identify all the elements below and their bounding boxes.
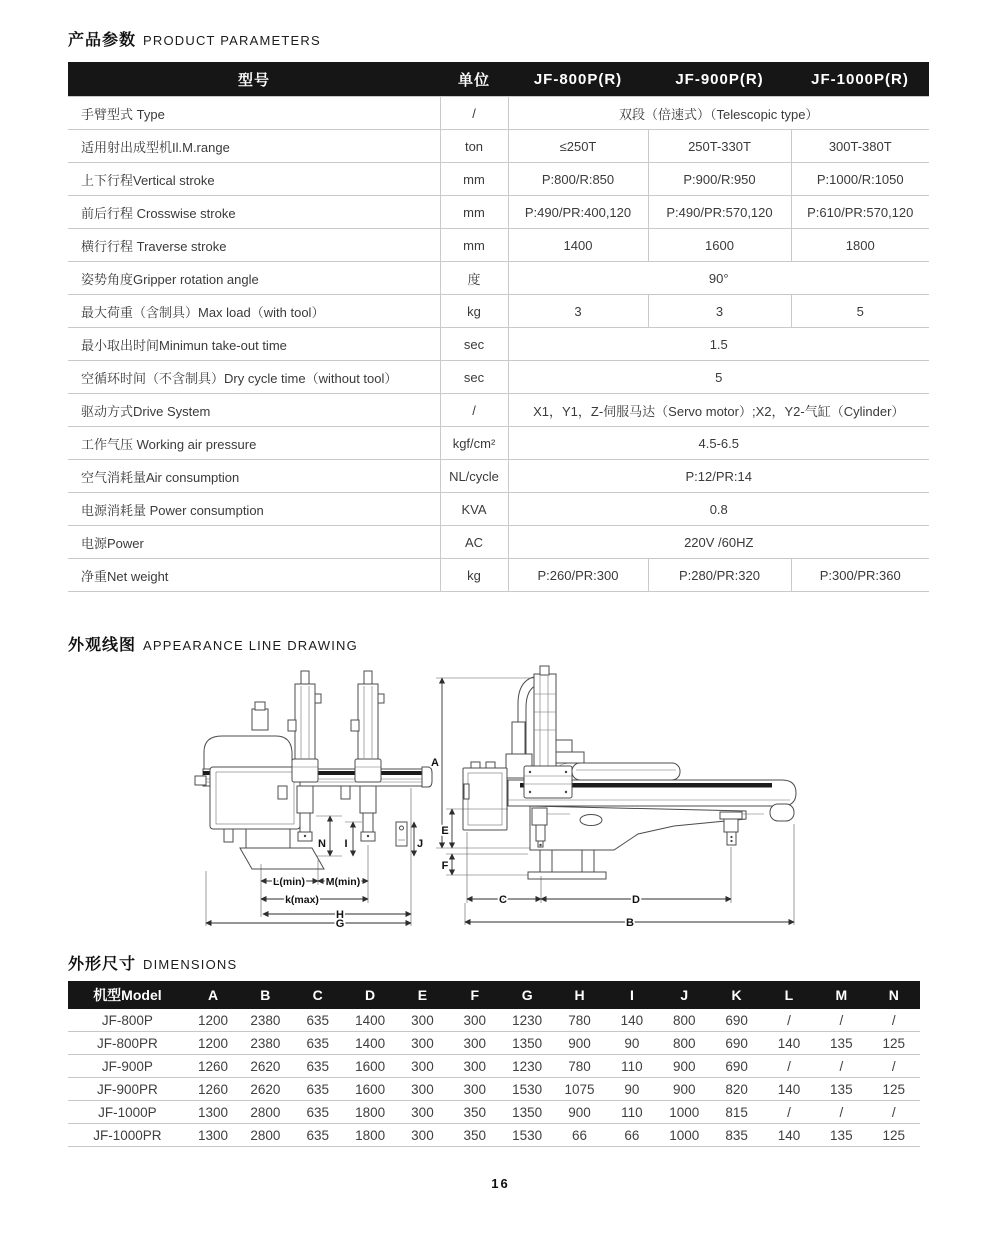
product-parameters-table xyxy=(68,62,929,592)
dims-value-cell: / xyxy=(815,1101,867,1124)
dims-value-cell: 1800 xyxy=(344,1101,396,1124)
dims-header-cell: G xyxy=(501,981,553,1009)
param-value: 5 xyxy=(791,295,929,328)
dims-value-cell: 125 xyxy=(868,1124,921,1147)
drawing-section-title xyxy=(68,632,358,655)
param-value: 3 xyxy=(508,295,648,328)
dims-value-cell: 1600 xyxy=(344,1055,396,1078)
dims-value-cell: 350 xyxy=(449,1124,501,1147)
dims-value-cell: 1075 xyxy=(553,1078,605,1101)
params-header-jf1000: JF-1000P(R) xyxy=(791,62,929,97)
dims-value-cell: 780 xyxy=(553,1055,605,1078)
param-label: 姿势角度Gripper rotation angle xyxy=(68,262,440,295)
dims-value-cell: 1230 xyxy=(501,1055,553,1078)
dims-value-cell: 1530 xyxy=(501,1124,553,1147)
dims-value-cell: 2620 xyxy=(239,1078,291,1101)
dims-value-cell: 1230 xyxy=(501,1009,553,1032)
dims-value-cell: / xyxy=(815,1055,867,1078)
dim-label-Mmin: M(min) xyxy=(325,876,361,888)
dims-value-cell: 140 xyxy=(606,1009,658,1032)
dims-value-cell: 300 xyxy=(449,1055,501,1078)
dims-value-cell: 635 xyxy=(292,1009,344,1032)
param-value: P:490/PR:570,120 xyxy=(648,196,791,229)
dims-header-cell: M xyxy=(815,981,867,1009)
dim-label-C: C xyxy=(499,894,507,906)
dims-value-cell: 135 xyxy=(815,1124,867,1147)
param-value: P:280/PR:320 xyxy=(648,559,791,592)
dims-value-cell: 66 xyxy=(553,1124,605,1147)
dims-value-cell: 135 xyxy=(815,1032,867,1055)
param-unit: ton xyxy=(440,130,508,163)
dims-header-cell: E xyxy=(396,981,448,1009)
param-label: 上下行程Vertical stroke xyxy=(68,163,440,196)
param-label: 电源Power xyxy=(68,526,440,559)
dim-label-F: F xyxy=(441,860,449,872)
param-row xyxy=(68,196,929,229)
param-value-merged: 220V /60HZ xyxy=(508,526,929,559)
dims-value-cell: 135 xyxy=(815,1078,867,1101)
dims-row xyxy=(68,1124,920,1147)
param-value-merged: 4.5-6.5 xyxy=(508,427,929,460)
dims-header-cell: A xyxy=(187,981,239,1009)
side-view-drawing xyxy=(431,666,796,929)
params-header-jf800: JF-800P(R) xyxy=(508,62,648,97)
dim-label-A: A xyxy=(431,757,439,769)
dim-label-B: B xyxy=(626,917,634,929)
params-header-model: 型号 xyxy=(68,62,440,97)
dims-model-cell: JF-800P xyxy=(68,1009,187,1032)
dims-value-cell: 2380 xyxy=(239,1032,291,1055)
param-unit: / xyxy=(440,97,508,130)
dims-value-cell: 1200 xyxy=(187,1009,239,1032)
dims-model-cell: JF-1000P xyxy=(68,1101,187,1124)
param-unit: KVA xyxy=(440,493,508,526)
dims-row xyxy=(68,1032,920,1055)
dims-value-cell: 300 xyxy=(396,1009,448,1032)
dims-value-cell: 90 xyxy=(606,1078,658,1101)
front-view-drawing xyxy=(195,671,432,930)
dims-header-cell: K xyxy=(710,981,762,1009)
dims-header-cell: H xyxy=(553,981,605,1009)
dim-label-H: H xyxy=(336,909,344,921)
dimensions-title-zh: 外形尺寸 xyxy=(68,956,137,973)
dimensions-title-en: DIMENSIONS xyxy=(143,957,238,972)
param-value: 1800 xyxy=(791,229,929,262)
dims-value-cell: 350 xyxy=(449,1101,501,1124)
dims-value-cell: 1800 xyxy=(344,1124,396,1147)
dims-value-cell: 125 xyxy=(868,1078,921,1101)
dims-header-cell: B xyxy=(239,981,291,1009)
param-label: 净重Net weight xyxy=(68,559,440,592)
param-value-merged: P:12/PR:14 xyxy=(508,460,929,493)
param-row xyxy=(68,295,929,328)
dims-value-cell: 900 xyxy=(553,1032,605,1055)
dims-header-cell: I xyxy=(606,981,658,1009)
param-row xyxy=(68,130,929,163)
param-value-merged: 双段（倍速式）（Telescopic type） xyxy=(508,97,929,130)
dims-value-cell: / xyxy=(868,1009,921,1032)
param-value: P:490/PR:400,120 xyxy=(508,196,648,229)
dims-value-cell: 1400 xyxy=(344,1009,396,1032)
param-value: P:800/R:850 xyxy=(508,163,648,196)
dims-header-cell: C xyxy=(292,981,344,1009)
dims-value-cell: 635 xyxy=(292,1101,344,1124)
dims-value-cell: 1260 xyxy=(187,1055,239,1078)
param-unit: kgf/cm² xyxy=(440,427,508,460)
param-row xyxy=(68,361,929,394)
dims-value-cell: 2800 xyxy=(239,1101,291,1124)
dim-label-D: D xyxy=(632,894,640,906)
dims-value-cell: 1000 xyxy=(658,1124,710,1147)
dim-label-E: E xyxy=(441,825,449,837)
dims-header-cell: D xyxy=(344,981,396,1009)
dims-value-cell: 300 xyxy=(396,1101,448,1124)
param-value-merged: 5 xyxy=(508,361,929,394)
drawing-title-zh: 外观线图 xyxy=(68,637,137,654)
param-row xyxy=(68,427,929,460)
appearance-line-drawing xyxy=(190,664,950,944)
dims-value-cell: 300 xyxy=(449,1009,501,1032)
dims-value-cell: 800 xyxy=(658,1009,710,1032)
param-value: P:610/PR:570,120 xyxy=(791,196,929,229)
param-value: P:1000/R:1050 xyxy=(791,163,929,196)
dims-value-cell: / xyxy=(815,1009,867,1032)
param-value: P:900/R:950 xyxy=(648,163,791,196)
param-row xyxy=(68,163,929,196)
dims-value-cell: / xyxy=(868,1055,921,1078)
dims-value-cell: 2380 xyxy=(239,1009,291,1032)
param-unit: mm xyxy=(440,229,508,262)
dims-row xyxy=(68,1009,920,1032)
dims-value-cell: 300 xyxy=(396,1078,448,1101)
param-label: 最大荷重（含制具）Max load（with tool） xyxy=(68,295,440,328)
page-number: 16 xyxy=(491,1176,510,1191)
param-unit: 度 xyxy=(440,262,508,295)
dims-value-cell: 300 xyxy=(396,1055,448,1078)
dims-value-cell: 140 xyxy=(763,1032,815,1055)
param-label: 适用射出成型机Il.M.range xyxy=(68,130,440,163)
param-value: ≤250T xyxy=(508,130,648,163)
dims-value-cell: 140 xyxy=(763,1124,815,1147)
dims-value-cell: / xyxy=(868,1101,921,1124)
dims-header-cell: 机型Model xyxy=(68,981,187,1009)
dims-value-cell: 690 xyxy=(710,1032,762,1055)
dims-value-cell: 300 xyxy=(449,1078,501,1101)
param-label: 最小取出时间Minimun take-out time xyxy=(68,328,440,361)
param-label: 空气消耗量Air consumption xyxy=(68,460,440,493)
dims-value-cell: 2620 xyxy=(239,1055,291,1078)
param-label: 空循环时间（不含制具）Dry cycle time（without tool） xyxy=(68,361,440,394)
param-unit: mm xyxy=(440,196,508,229)
param-row xyxy=(68,229,929,262)
dims-value-cell: 690 xyxy=(710,1009,762,1032)
dimensions-table xyxy=(68,981,920,1147)
dims-value-cell: 110 xyxy=(606,1055,658,1078)
dims-value-cell: 635 xyxy=(292,1032,344,1055)
dims-header-cell: N xyxy=(868,981,921,1009)
dims-value-cell: 635 xyxy=(292,1055,344,1078)
param-value: 1400 xyxy=(508,229,648,262)
param-unit: mm xyxy=(440,163,508,196)
dims-value-cell: / xyxy=(763,1101,815,1124)
param-value-merged: X1，Y1，Z-伺服马达（Servo motor）;X2，Y2-气缸（Cylinder） xyxy=(508,394,929,427)
dims-value-cell: 690 xyxy=(710,1055,762,1078)
dims-value-cell: 900 xyxy=(553,1101,605,1124)
dim-label-J: J xyxy=(416,838,424,850)
param-label: 横行行程 Traverse stroke xyxy=(68,229,440,262)
dims-header-row xyxy=(68,981,920,1009)
param-unit: / xyxy=(440,394,508,427)
dims-value-cell: 835 xyxy=(710,1124,762,1147)
dims-model-cell: JF-900P xyxy=(68,1055,187,1078)
dims-header-cell: F xyxy=(449,981,501,1009)
param-row xyxy=(68,394,929,427)
dims-value-cell: 125 xyxy=(868,1032,921,1055)
param-unit: NL/cycle xyxy=(440,460,508,493)
dims-value-cell: 90 xyxy=(606,1032,658,1055)
param-label: 前后行程 Crosswise stroke xyxy=(68,196,440,229)
dims-value-cell: 110 xyxy=(606,1101,658,1124)
param-row xyxy=(68,328,929,361)
dims-value-cell: 800 xyxy=(658,1032,710,1055)
dim-label-G: G xyxy=(335,918,345,930)
dims-value-cell: 1600 xyxy=(344,1078,396,1101)
front-arm-2 xyxy=(341,671,384,841)
dims-value-cell: 1000 xyxy=(658,1101,710,1124)
param-value: 250T-330T xyxy=(648,130,791,163)
param-value: 3 xyxy=(648,295,791,328)
dims-value-cell: 140 xyxy=(763,1078,815,1101)
param-label: 手臂型式 Type xyxy=(68,97,440,130)
dims-value-cell: / xyxy=(763,1009,815,1032)
param-label: 电源消耗量 Power consumption xyxy=(68,493,440,526)
dim-label-I: I xyxy=(344,838,348,850)
param-label: 驱动方式Drive System xyxy=(68,394,440,427)
dims-model-cell: JF-800PR xyxy=(68,1032,187,1055)
dims-value-cell: 1260 xyxy=(187,1078,239,1101)
parameters-title-zh: 产品参数 xyxy=(68,32,137,49)
param-value-merged: 1.5 xyxy=(508,328,929,361)
param-unit: kg xyxy=(440,295,508,328)
dims-value-cell: 300 xyxy=(449,1032,501,1055)
dims-value-cell: 1200 xyxy=(187,1032,239,1055)
param-label: 工作气压 Working air pressure xyxy=(68,427,440,460)
dims-header-cell: L xyxy=(763,981,815,1009)
dims-model-cell: JF-900PR xyxy=(68,1078,187,1101)
param-unit: AC xyxy=(440,526,508,559)
dims-value-cell: 1530 xyxy=(501,1078,553,1101)
dims-value-cell: 900 xyxy=(658,1055,710,1078)
dims-value-cell: 635 xyxy=(292,1124,344,1147)
dims-value-cell: 300 xyxy=(396,1124,448,1147)
dim-label-Lmin: L(min) xyxy=(272,876,306,888)
param-value-merged: 0.8 xyxy=(508,493,929,526)
dim-label-kmax: k(max) xyxy=(285,894,319,906)
param-row xyxy=(68,559,929,592)
dims-row xyxy=(68,1078,920,1101)
dimensions-section-title xyxy=(68,951,237,974)
params-header-row xyxy=(68,62,929,97)
param-unit: sec xyxy=(440,361,508,394)
param-row xyxy=(68,262,929,295)
dims-value-cell: 300 xyxy=(396,1032,448,1055)
dims-value-cell: 1350 xyxy=(501,1032,553,1055)
parameters-title-en: PRODUCT PARAMETERS xyxy=(143,33,321,48)
dims-value-cell: / xyxy=(763,1055,815,1078)
param-value: 1600 xyxy=(648,229,791,262)
param-row xyxy=(68,493,929,526)
param-value-merged: 90° xyxy=(508,262,929,295)
dims-value-cell: 780 xyxy=(553,1009,605,1032)
drawing-title-en: APPEARANCE LINE DRAWING xyxy=(143,638,358,653)
param-unit: kg xyxy=(440,559,508,592)
dims-value-cell: 815 xyxy=(710,1101,762,1124)
dims-row xyxy=(68,1055,920,1078)
param-value: P:260/PR:300 xyxy=(508,559,648,592)
dims-value-cell: 1300 xyxy=(187,1124,239,1147)
param-row xyxy=(68,97,929,130)
dims-row xyxy=(68,1101,920,1124)
dims-value-cell: 635 xyxy=(292,1078,344,1101)
params-header-jf900: JF-900P(R) xyxy=(648,62,791,97)
param-value: 300T-380T xyxy=(791,130,929,163)
dims-model-cell: JF-1000PR xyxy=(68,1124,187,1147)
dims-value-cell: 820 xyxy=(710,1078,762,1101)
dims-value-cell: 900 xyxy=(658,1078,710,1101)
param-value: P:300/PR:360 xyxy=(791,559,929,592)
dims-value-cell: 1400 xyxy=(344,1032,396,1055)
dim-label-N: N xyxy=(318,838,326,850)
dims-header-cell: J xyxy=(658,981,710,1009)
param-row xyxy=(68,460,929,493)
param-row xyxy=(68,526,929,559)
dims-value-cell: 2800 xyxy=(239,1124,291,1147)
parameters-section-title xyxy=(68,27,321,50)
param-unit: sec xyxy=(440,328,508,361)
dims-value-cell: 66 xyxy=(606,1124,658,1147)
params-header-unit: 单位 xyxy=(440,62,508,97)
dims-value-cell: 1350 xyxy=(501,1101,553,1124)
dims-value-cell: 1300 xyxy=(187,1101,239,1124)
